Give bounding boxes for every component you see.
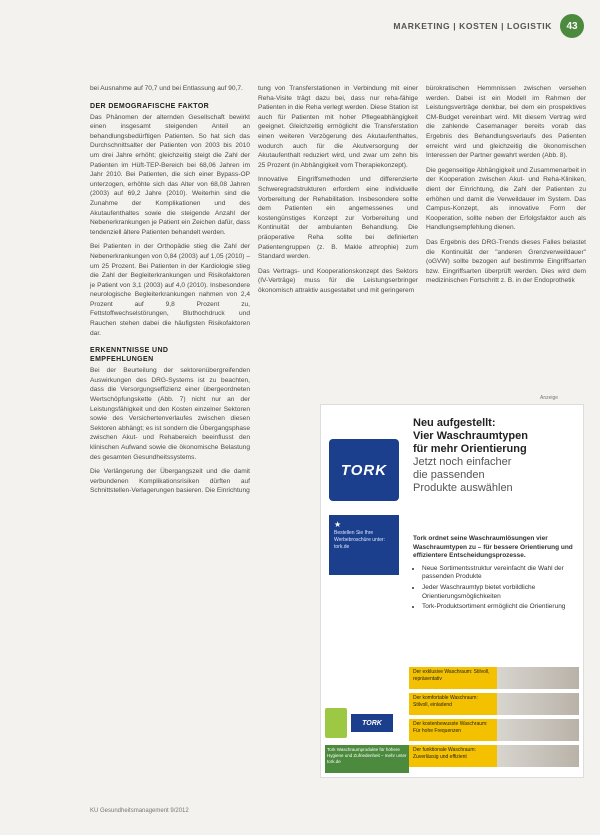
ad-products xyxy=(409,667,579,771)
product-label: Der kostenbewusste Waschraum: Für hohe Frequenzen xyxy=(409,719,497,741)
ad-lead: Tork ordnet seine Waschraumlösungen vier Waschraumtypen zu – für bessere Orientierung und effizientere Entscheidungsprozesse. xyxy=(413,535,573,560)
headline-line: Vier Waschraumtypen xyxy=(413,430,528,442)
paragraph: Die Verlängerung der Übergangszeit und die damit verbundenen Komplikationsrisiken dürften auf Schnittstellen-Verlagerungen basieren. Die Einrichtung xyxy=(90,468,250,495)
page-number: 43 xyxy=(560,14,584,38)
product-label: Der funktionale Waschraum: Zuverlässig und effizient xyxy=(409,745,497,767)
paragraph: Das Phänomen der alternden Gesellschaft bewirkt einen insgesamt steigenden Anteil an behandlungsbedürftigen Patienten. So hat sich das Durchschnittsalter der Patienten von 2003 bis 2010 um drei Jahre erhöht; gleichzeitig steigt die Zahl der Patienten im Hüft-TEP-Bereich bei 68,06 Jahren im Jahr 2010. Bei Patienten, die sich einer Bypass-OP unterzogen, erhöhte sich das Alter von 68,08 Jahren (2003) auf 69,2 Jahre (2010). Weiterhin sind die Zunahme der Komplikationen und des Akutaufenthaltes sowie die steigende Anzahl der Nebenerkrankungen je Patient ein Zeichen dafür, dass tendenziell ältere Patienten behandelt werden. xyxy=(90,113,250,236)
green-info-box: Tork Waschraumprodukte für höhere Hygiene und Zufriedenheit – mehr unter tork.de xyxy=(325,745,409,773)
ad-footer-left xyxy=(325,703,409,773)
paragraph: Innovative Eingriffsmethoden und differenzierte Schweregradstrukturen erfordern eine individuelle Vorbereitung der Rehabilitation. Insbesondere sollte dem Patienten ein angemessenes und kostengünstiges Konzept zur Vorbereitung und Kontinuität der ambulanten Behandlung. Die präoperative Reha sollte bei definierten Patientengruppen (z. B. Makle athrophie) zum Standard werden. xyxy=(258,176,418,261)
ad-marker: Anzeige xyxy=(540,395,559,401)
product-label: Der exklusive Waschraum: Stilvoll, repräsentativ xyxy=(409,667,497,689)
paragraph: Bei Patienten in der Orthopädie stieg die Zahl der Nebenerkrankungen von 0,84 (2003) auf 1,05 (2010) – um 25 Prozent. Bei Patienten in der Kardiologie stieg die Zahl der Begleiterkrankungen und Risikofaktoren je Patient von 3,1 (2003) auf 4,0 (2010). Insbesondere neurologische Begleiterkrankungen nahmen von 2,4 Prozent auf 9,8 Prozent zu, Fettstoffwechselstörungen, Bluthochdruck und Rauchen stehen dabei die häufigsten Risikofaktoren dar. xyxy=(90,243,250,337)
brand-name: TORK xyxy=(340,461,388,479)
product-photo xyxy=(497,719,579,741)
ad-bullet: • Tork-Produktsortiment ermöglicht die Orientierung xyxy=(422,603,573,612)
section-heading xyxy=(90,346,250,364)
paragraph: Das Ergebnis des DRG-Trends dieses Falles belastet die Kontinuität der "anderen Grenzverweildauer" (oGVW) sollte bezogen auf bestimmte Eingriffsarten bzw. Eingriffsarten überprüft werden. Dies wird dem medizinischen Fortschritt z. B. in der Endoprothetik xyxy=(426,238,586,285)
subheadline-line: Jetzt noch einfacher xyxy=(413,456,512,468)
product-photo xyxy=(497,693,579,715)
product-row[interactable] xyxy=(409,719,579,741)
paragraph: Die gegenseitige Abhängigkeit und Zusammenarbeit in der Kooperation zwischen Akut- und Reha-Kliniken, dient der Einrichtung, die Zahl der Patienten zu erhöhen und damit die Verweildauer im System. Das Campus-Konzept, als innovative Form der Kooperation, sollte neben der Erfolgsfaktor auch als Handlungsempfehlung dienen. xyxy=(426,166,586,232)
section-heading: DER DEMOGRAFISCHE FAKTOR xyxy=(90,102,210,110)
section-label: MARKETING | KOSTEN | LOGISTIK xyxy=(393,21,552,31)
heading-line: EMPFEHLUNGEN xyxy=(90,356,154,364)
promo-box xyxy=(329,515,399,575)
ad-headline xyxy=(413,417,577,495)
product-photo xyxy=(497,667,579,689)
paragraph: bürokratischen Hemmnissen zwischen versehen werden. Dabei ist ein Modell im Rahmen der Leistungsverträge denkbar, bei dem ein prospektives CM-Budget vereinbart wird. Mit diesem Vertrag wird die zahlende Casemanager bereits vorab das Ergebnis des Behandlungsverlaufs des Patienten erreicht wird und gleichzeitig die ökonomischen Interessen der Partner gewahrt werden (Abb. 8). xyxy=(426,85,586,160)
promo-text: Bestellen Sie Ihre Werbebroschüre unter: tork.de xyxy=(334,530,386,550)
subheadline-line: die passenden xyxy=(413,469,485,481)
headline-line: für mehr Orientierung xyxy=(413,443,527,455)
paragraph: Bei der Beurteilung der sektorenübergreifenden Auswirkungen des DRG-Systems ist zu beachten, dass die Versorgungseffizienz einer übergeordneten Wertschöpfungskette (Abb. 7) nicht nur an der Leistungsfähigkeit und den Kosten einzelner Sektoren sowie des Versichertenverlaufes zwischen diesen Sektoren abhängt; es ist sondern die Übergangsphase zwischen Akut- und Rehabereich beeinflusst den klinischen Aufwand sowie die ökonomische Belastung des gesamten Gesundheitssystems. xyxy=(90,367,250,461)
ad-bullet-list xyxy=(413,565,573,612)
ad-left-panel xyxy=(321,405,409,673)
tork-box-image xyxy=(351,714,393,732)
product-row[interactable] xyxy=(409,745,579,767)
product-bag-image xyxy=(325,708,347,738)
paragraph: bei Ausnahme auf 70,7 und bei Entlassung auf 90,7. xyxy=(90,85,243,92)
ad-bullet: • Jeder Waschraumtyp bietet vorbildliche Orientierungsmöglichkeiten xyxy=(422,584,573,601)
article-column-1 xyxy=(90,84,250,501)
article-column-2 xyxy=(258,84,418,300)
heading-line: ERKENNTNISSE UND xyxy=(90,347,169,355)
headline-line: Neu aufgestellt: xyxy=(413,417,496,429)
subheadline-line: Produkte auswählen xyxy=(413,482,513,494)
product-row[interactable] xyxy=(409,693,579,715)
product-row[interactable] xyxy=(409,667,579,689)
ad-bullet: • Neue Sortimentsstruktur vereinfacht die Wahl der passenden Produkte xyxy=(422,565,573,582)
star-icon: ★ xyxy=(334,520,342,529)
paragraph: tung von Transferstationen in Verbindung mit einer Reha-Visite trägt dazu bei, dass nur reha-fähige Patienten in die Reha verlegt werden. Diese Station ist auch für Patienten mit hoher Pflegeabhängigkeit geeignet. Gleichzeitig ermöglicht die Transferstation einen weiteren Verzögerung des Akutaufenthaltes, wodurch auch für die Akutversorgung der Akutaufenthalt reduziert wird, und zwar um zehn bis 25 Prozent (in Abhängigkeit vom Therapiekonzept). xyxy=(258,85,418,169)
paragraph: Das Vertrags- und Kooperationskonzept des Sektors (IV-Verträge) muss für die Leistungserbringer ökonomisch attraktiv ausgestaltet und mit geringerem xyxy=(258,267,418,294)
page-footer: KU Gesundheitsmanagement 9/2012 xyxy=(90,808,189,814)
page-header xyxy=(393,14,584,38)
advertisement[interactable] xyxy=(320,404,584,778)
ad-body xyxy=(413,535,573,614)
product-packaging xyxy=(325,703,409,743)
product-label: Der komfortable Waschraum: Stilvoll, einladend xyxy=(409,693,497,715)
box-brand: TORK xyxy=(362,719,382,727)
tork-logo xyxy=(329,439,399,501)
product-photo xyxy=(497,745,579,767)
article-column-3 xyxy=(426,84,586,291)
